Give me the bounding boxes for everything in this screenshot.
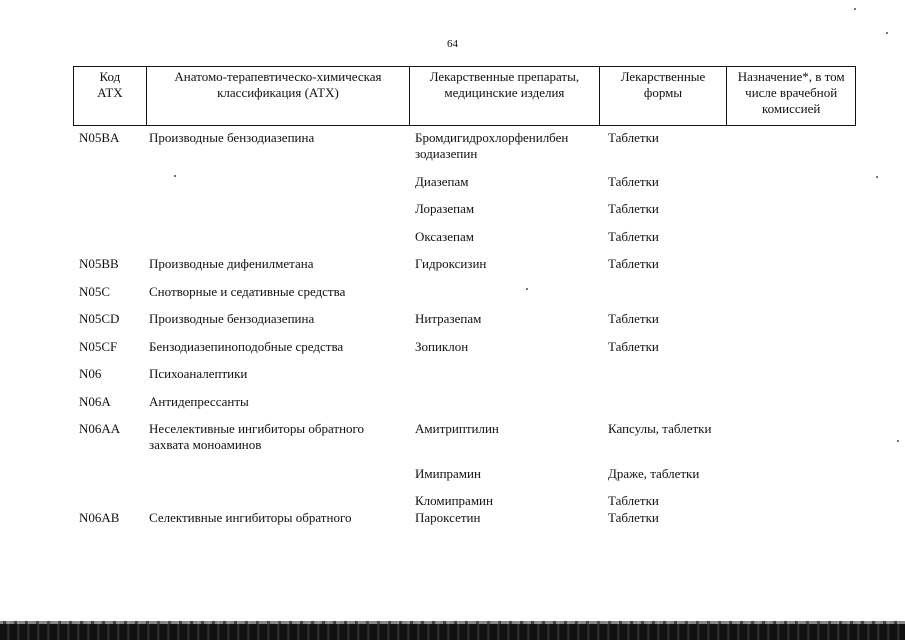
table-header (73, 66, 856, 126)
scan-speck (526, 288, 528, 290)
scan-speck (897, 440, 899, 442)
drug-name: Бромдигидрохлорфенилбен зодиазепин (415, 130, 569, 161)
drug-name: Гидроксизин (415, 256, 487, 271)
atc-code: N06 (79, 366, 102, 381)
dosage-form: Таблетки (608, 339, 659, 354)
atc-code: N05BA (79, 130, 120, 145)
atc-classification: Бензодиазепиноподобные средства (149, 339, 344, 354)
dosage-form: Таблетки (608, 256, 659, 271)
drug-name: Зопиклон (415, 339, 469, 354)
drug-name: Нитразепам (415, 311, 482, 326)
scan-speck (886, 32, 888, 34)
atc-code: N05CD (79, 311, 120, 326)
atc-classification: Антидепрессанты (149, 394, 249, 409)
scan-speck (876, 176, 878, 178)
atc-code: N05BB (79, 256, 119, 271)
atc-classification: Производные бензодиазепина (149, 311, 315, 326)
dosage-form: Капсулы, таблетки (608, 421, 712, 436)
scan-speck (174, 175, 176, 177)
header-forms: Лекарственные формы (600, 67, 728, 125)
atc-code: N06AB (79, 510, 120, 525)
dosage-form: Таблетки (608, 174, 659, 189)
drug-name: Оксазепам (415, 229, 474, 244)
drug-name: Кломипрамин (415, 493, 493, 508)
atc-code: N06A (79, 394, 111, 409)
atc-classification: Производные бензодиазепина (149, 130, 315, 145)
dosage-form: Таблетки (608, 201, 659, 216)
atc-classification: Снотворные и седативные средства (149, 284, 346, 299)
header-drugs: Лекарственные препараты, медицинские изделия (410, 67, 600, 125)
drug-name: Пароксетин (415, 510, 481, 525)
atc-code: N05CF (79, 339, 118, 354)
dosage-form: Таблетки (608, 130, 659, 145)
dosage-form: Таблетки (608, 510, 659, 525)
scan-edge-bar (0, 621, 905, 640)
header-code: Код АТХ (74, 67, 147, 125)
page-number: 64 (447, 38, 458, 50)
drug-name: Имипрамин (415, 466, 481, 481)
atc-classification: Производные дифенилметана (149, 256, 314, 271)
header-classification: Анатомо-терапевтическо-химическая классификация (АТХ) (147, 67, 410, 125)
atc-code: N05C (79, 284, 111, 299)
drug-name: Лоразепам (415, 201, 475, 216)
drug-name: Амитриптилин (415, 421, 499, 436)
dosage-form: Таблетки (608, 229, 659, 244)
atc-code: N06AA (79, 421, 121, 436)
atc-classification: Селективные ингибиторы обратного (149, 510, 352, 525)
scan-speck (854, 8, 856, 10)
dosage-form: Таблетки (608, 493, 659, 508)
atc-classification: Неселективные ингибиторы обратного захвата моноаминов (149, 421, 365, 452)
atc-classification: Психоаналептики (149, 366, 248, 381)
drug-name: Диазепам (415, 174, 469, 189)
dosage-form: Драже, таблетки (608, 466, 700, 481)
header-purpose: Назначение*, в том числе врачебной комиссией (737, 69, 845, 116)
dosage-form: Таблетки (608, 311, 659, 326)
